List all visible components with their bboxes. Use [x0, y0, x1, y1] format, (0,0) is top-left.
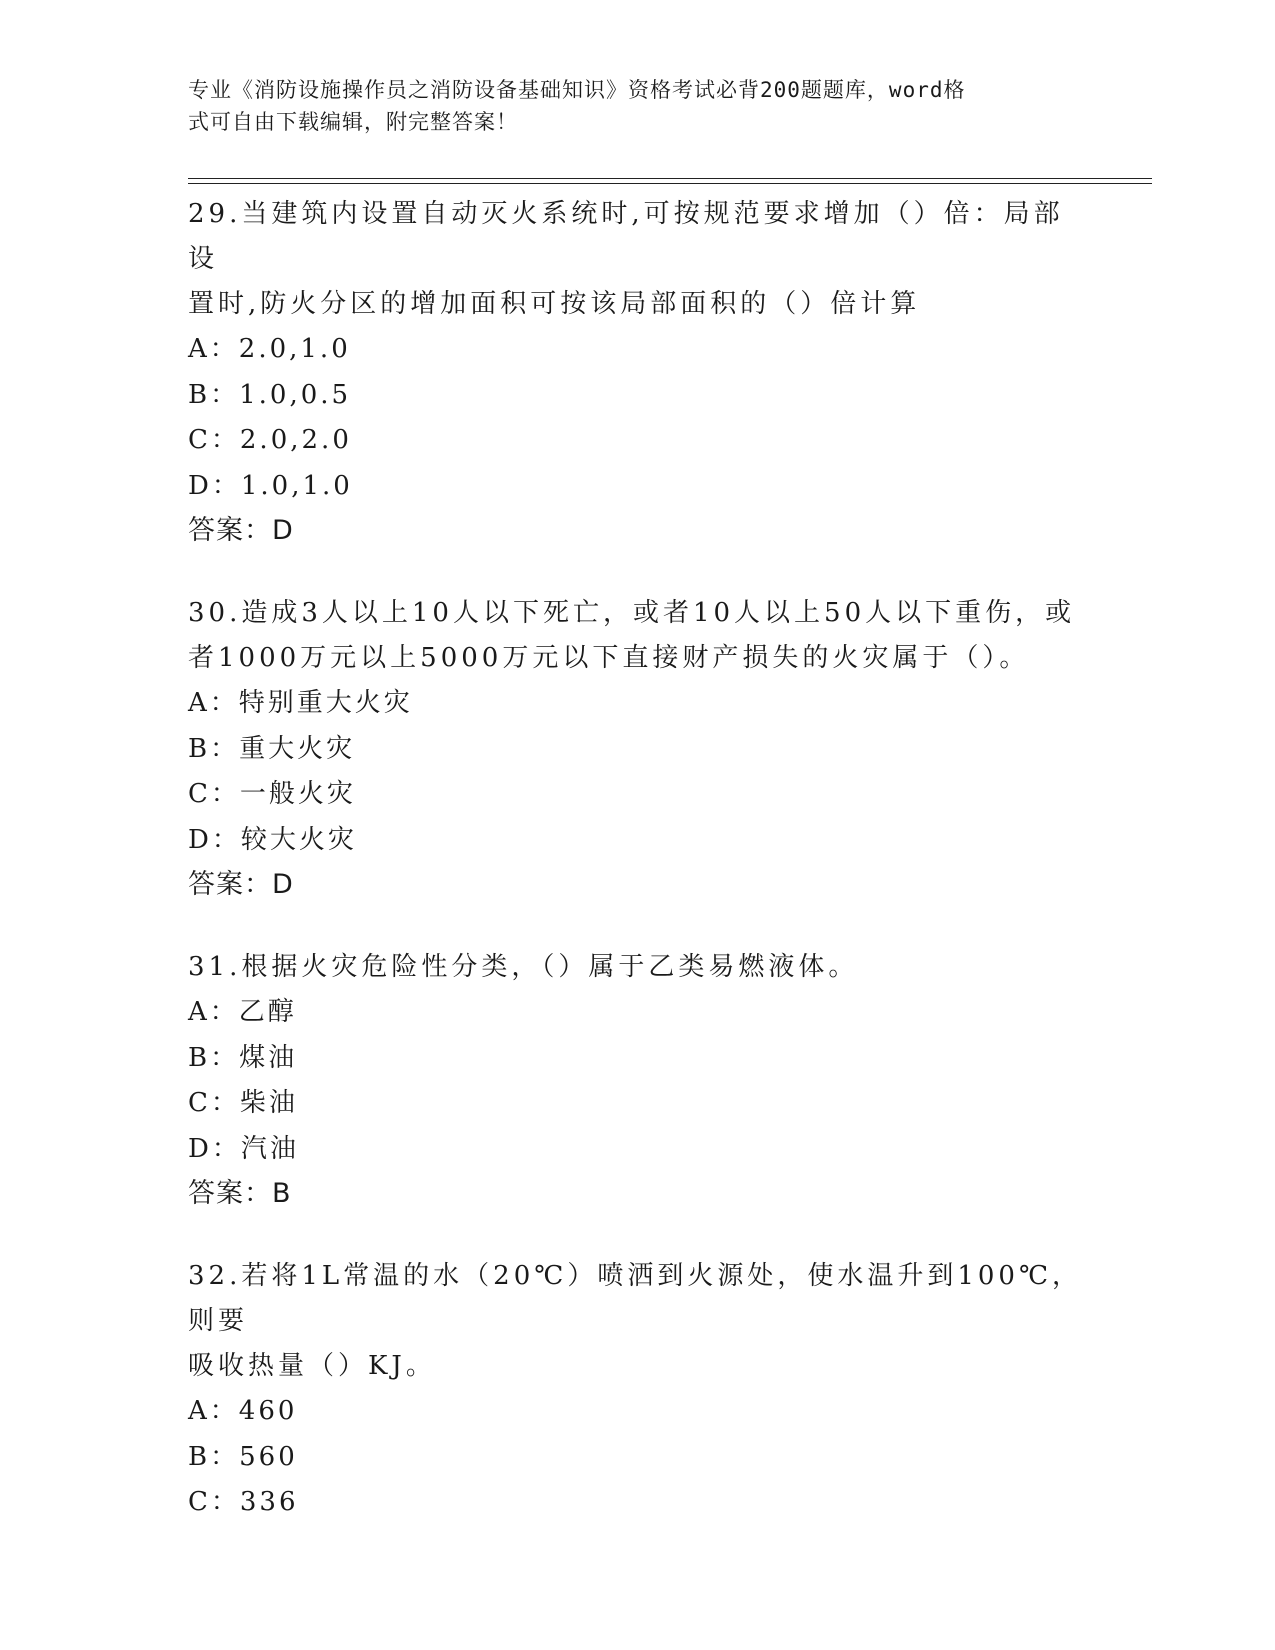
option-c: C：一般火灾 [188, 779, 356, 809]
question-stem-line: 者1000万元以上5000万元以下直接财产损失的火灾属于（）。 [188, 643, 1030, 673]
option-a: A：特别重大火灾 [188, 688, 413, 718]
question-31 [188, 945, 1088, 1216]
answer-line: 答案：D [188, 515, 294, 546]
question-stem-line: 29.当建筑内设置自动灭火系统时,可按规范要求增加（）倍：局部设 [188, 199, 1064, 274]
question-stem-line: 吸收热量（）KJ。 [188, 1351, 436, 1381]
question-30 [188, 591, 1088, 907]
question-stem-line: 置时,防火分区的增加面积可按该局部面积的（）倍计算 [188, 289, 921, 319]
option-d: D：较大火灾 [188, 824, 357, 855]
option-d: D：汽油 [188, 1133, 299, 1164]
option-b: B：560 [188, 1441, 298, 1472]
option-c: C：336 [188, 1487, 299, 1517]
header-line-1: 专业《消防设施操作员之消防设备基础知识》资格考试必背200题题库，word格 [188, 78, 966, 102]
option-b: B：煤油 [188, 1042, 298, 1073]
question-list [188, 192, 1088, 1564]
option-a: A：2.0,1.0 [188, 334, 351, 364]
option-a: A：460 [188, 1396, 298, 1426]
question-stem-line: 30.造成3人以上10人以下死亡，或者10人以上50人以下重伤，或 [188, 598, 1076, 628]
question-stem-line: 32.若将1L常温的水（20℃）喷洒到火源处，使水温升到100℃，则要 [188, 1261, 1083, 1336]
header-divider-bottom [188, 183, 1152, 184]
header-divider-top [188, 178, 1152, 179]
question-29 [188, 192, 1088, 553]
option-b: B：1.0,0.5 [188, 379, 352, 410]
document-header [188, 74, 1068, 138]
answer-line: 答案：B [188, 1178, 292, 1209]
header-line-2: 式可自由下载编辑，附完整答案！ [188, 110, 518, 134]
option-c: C：2.0,2.0 [188, 425, 352, 455]
option-b: B：重大火灾 [188, 733, 356, 764]
question-stem-line: 31.根据火灾危险性分类，（）属于乙类易燃液体。 [188, 952, 859, 982]
option-d: D：1.0,1.0 [188, 470, 353, 501]
answer-line: 答案：D [188, 869, 294, 900]
option-a: A：乙醇 [188, 997, 297, 1027]
option-c: C：柴油 [188, 1088, 298, 1118]
question-32 [188, 1254, 1088, 1526]
